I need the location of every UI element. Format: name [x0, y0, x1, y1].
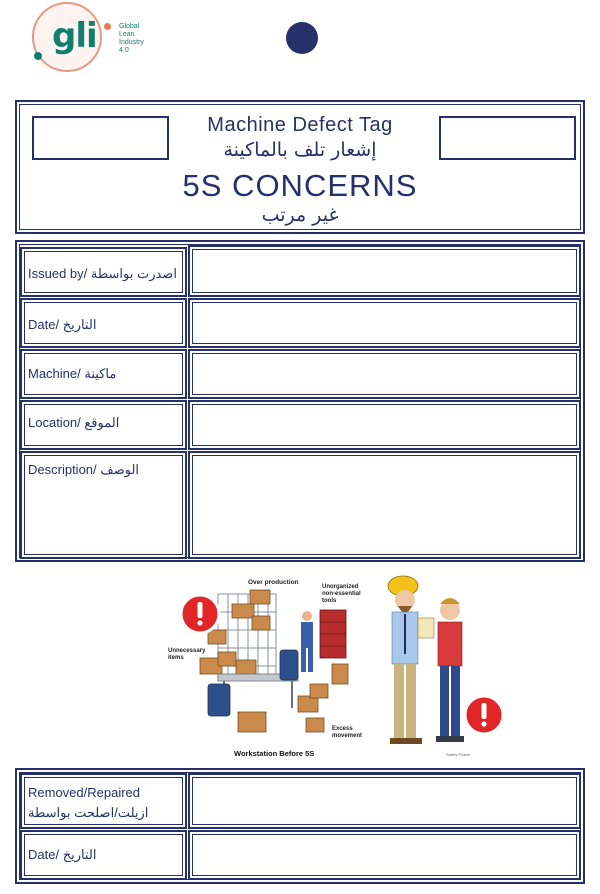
field-label-issued-by: Issued by/ اصدرت بواسطة — [28, 266, 177, 281]
logo-accent-dot — [104, 23, 111, 30]
field-label-date: Date/ التاريخ — [28, 317, 97, 332]
label-unorganized: non-essential — [322, 591, 361, 597]
label-over-production: Over production — [248, 579, 299, 586]
label-cell-issued-by — [20, 247, 187, 297]
worried-worker-figure — [436, 598, 464, 742]
tag-title-arabic: إشعار تلف بالماكينة — [223, 139, 377, 161]
location-field[interactable] — [188, 400, 581, 450]
label-unorganized: tools — [322, 598, 337, 604]
defect-form — [15, 240, 585, 562]
label-unorganized: Unorganized — [322, 584, 359, 590]
tag-subtitle-arabic: غير مرتب — [261, 204, 339, 226]
label-unnecessary: items — [168, 655, 184, 661]
label-cell-date — [20, 298, 187, 348]
engineer-figure — [388, 576, 434, 744]
tag-hole — [286, 22, 318, 54]
description-field[interactable] — [188, 451, 581, 559]
5s-concerns-illustration — [160, 572, 510, 760]
issued-by-field[interactable] — [188, 245, 581, 297]
tag-header — [15, 100, 585, 234]
field-label-removed-repaired: Removed/Repaired — [28, 785, 141, 800]
repair-form — [15, 768, 585, 884]
logo-line: Industry — [119, 39, 144, 46]
tag-subtitle: 5S CONCERNS — [182, 168, 418, 203]
field-label-machine: Machine/ ماكينة — [28, 366, 117, 381]
field-label-repair-date: Date/ التاريخ — [28, 847, 97, 862]
field-label-removed-repaired-arabic: ازيلت/اصلحت بواسطة — [28, 805, 149, 820]
label-cell-machine — [20, 349, 187, 399]
label-unnecessary: Unnecessary — [168, 648, 206, 654]
logo-dot — [34, 52, 42, 60]
field-label-description: Description/ الوصف — [28, 462, 140, 477]
tool-cabinet — [320, 610, 346, 658]
company-logo — [30, 2, 144, 74]
label-excess-movement: movement — [332, 733, 363, 739]
label-cell-description — [20, 451, 187, 559]
logo-line: Global — [119, 23, 140, 30]
label-excess-movement: Excess — [332, 726, 353, 732]
removed-repaired-field[interactable] — [188, 773, 581, 829]
warning-icon — [181, 595, 219, 633]
logo-mark: gli — [52, 16, 97, 56]
illustration-credit: Safety Poster — [446, 752, 471, 757]
repair-date-field[interactable] — [188, 830, 581, 880]
logo-line: Lean — [119, 31, 135, 38]
label-cell-repair-date — [20, 830, 187, 880]
field-label-location: Location/ الموقع — [28, 415, 120, 430]
label-cell-location — [20, 400, 187, 450]
machine-field[interactable] — [188, 349, 581, 399]
illustration-caption: Workstation Before 5S — [234, 749, 315, 758]
worker-figure — [301, 611, 313, 672]
date-field[interactable] — [188, 298, 581, 348]
label-cell-removed-repaired — [20, 773, 187, 829]
logo-line: 4.0 — [119, 47, 129, 54]
warning-icon — [465, 696, 503, 734]
logo-text — [119, 23, 144, 55]
tag-title: Machine Defect Tag — [207, 114, 393, 136]
